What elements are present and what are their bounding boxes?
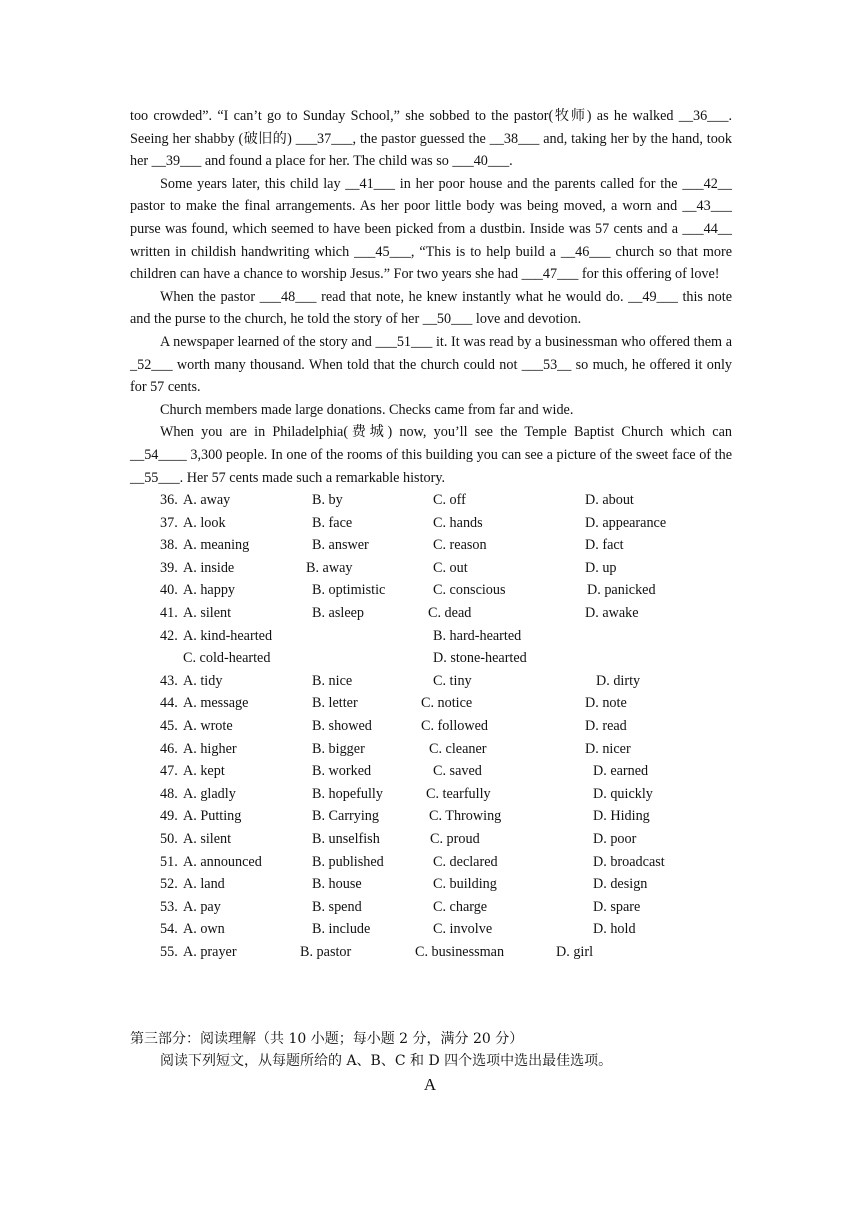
question-row bbox=[130, 738, 732, 761]
question-number: 45. bbox=[160, 718, 178, 735]
option-b: B. face bbox=[312, 514, 353, 531]
option-c: C. reason bbox=[433, 537, 487, 554]
option-a: A. silent bbox=[183, 831, 232, 847]
option-c: C. saved bbox=[433, 763, 482, 780]
option-c: C. conscious bbox=[433, 582, 506, 599]
question-row bbox=[130, 918, 732, 941]
option-b: B. hopefully bbox=[312, 785, 383, 802]
option-d: D. broadcast bbox=[593, 853, 665, 870]
option-c: C. involve bbox=[433, 921, 493, 938]
option-c: C. hands bbox=[433, 514, 483, 531]
option-a: A. kind-hearted bbox=[183, 627, 273, 644]
question-row bbox=[130, 896, 732, 919]
question-row bbox=[130, 783, 732, 806]
option-c: C. charge bbox=[433, 898, 488, 915]
option-b: B. by bbox=[312, 492, 343, 509]
option-c: C. dead bbox=[428, 605, 472, 622]
question-number: 44. bbox=[160, 695, 178, 712]
option-a: A. Putting bbox=[183, 808, 242, 825]
question-number: 41. bbox=[160, 605, 178, 622]
question-row bbox=[130, 715, 732, 738]
option-c: C. building bbox=[433, 876, 497, 893]
option-d: D. girl bbox=[556, 943, 594, 960]
question-number: 52. bbox=[160, 876, 178, 893]
option-a: A. silent bbox=[183, 605, 232, 622]
option-a: A. happy bbox=[183, 582, 236, 599]
question-number: 47. bbox=[160, 763, 178, 780]
question-row bbox=[130, 670, 732, 693]
option-a: A. tidy bbox=[183, 672, 223, 689]
question-row bbox=[130, 851, 732, 874]
question-row bbox=[130, 828, 732, 851]
option-c: C. tiny bbox=[433, 672, 472, 689]
option-a: A. land bbox=[183, 876, 225, 893]
option-c: C. businessman bbox=[415, 943, 505, 960]
option-c: C. declared bbox=[433, 853, 498, 870]
question-row bbox=[130, 692, 732, 715]
option-a: A. higher bbox=[183, 740, 237, 757]
question-row bbox=[130, 534, 732, 557]
question-row bbox=[130, 489, 732, 512]
option-b: B. letter bbox=[312, 695, 358, 712]
option-d: D. appearance bbox=[585, 514, 667, 531]
option-a: A. message bbox=[183, 695, 249, 712]
passage-paragraph-4: A newspaper learned of the story and ___51___ it. It was read by a businessman who offered them a _52___ worth many thousand. When told that the church could not ___53__ so much, he offered it only for 57 cents. bbox=[130, 333, 732, 396]
question-options-list bbox=[130, 489, 732, 963]
question-number: 36. bbox=[160, 492, 178, 509]
option-d: D. design bbox=[593, 876, 648, 893]
question-row bbox=[130, 512, 732, 535]
option-d: D. nicer bbox=[585, 740, 631, 757]
option-d: D. note bbox=[585, 695, 627, 712]
question-row bbox=[130, 579, 732, 602]
option-d: D. spare bbox=[593, 898, 641, 915]
passage-paragraph-1: too crowded”. “I can’t go to Sunday School,” she sobbed to the pastor(牧师) as he walked __36___. Seeing her shabby (破旧的) ___37___, the pastor guessed the __38___ and, taking her by the hand, took her __39___ and found a place for her. The child was so ___40___. bbox=[130, 108, 732, 170]
question-number: 48. bbox=[160, 785, 178, 802]
question-row bbox=[130, 805, 732, 828]
option-d: D. about bbox=[585, 492, 634, 509]
option-c: C. cold-hearted bbox=[183, 650, 271, 667]
question-number: 43. bbox=[160, 672, 178, 689]
option-b: B. Carrying bbox=[312, 808, 379, 825]
option-d: D. fact bbox=[585, 537, 624, 554]
question-row-continued bbox=[130, 647, 732, 670]
option-c: C. out bbox=[433, 559, 468, 576]
section-heading: 第三部分：阅读理解（共 10 小题；每小题 2 分，满分 20 分） bbox=[130, 1031, 524, 1047]
option-b: B. hard-hearted bbox=[433, 627, 522, 644]
option-b: B. asleep bbox=[312, 605, 365, 622]
option-d: D. Hiding bbox=[593, 808, 650, 825]
question-row bbox=[130, 625, 732, 648]
option-b: B. optimistic bbox=[312, 582, 386, 599]
question-row bbox=[130, 873, 732, 896]
option-a: A. pay bbox=[183, 898, 221, 915]
section-instruction: 阅读下列短文，从每题所给的 A、B、C 和 D 四个选项中选出最佳选项。 bbox=[160, 1053, 613, 1069]
option-b: B. answer bbox=[312, 537, 369, 554]
option-b: B. nice bbox=[312, 672, 353, 689]
question-number: 38. bbox=[160, 537, 178, 554]
question-row bbox=[130, 557, 732, 580]
option-b: B. away bbox=[306, 559, 353, 576]
question-row bbox=[130, 760, 732, 783]
question-number: 40. bbox=[160, 582, 178, 599]
option-b: B. house bbox=[312, 876, 362, 893]
option-a: A. kept bbox=[183, 763, 225, 780]
question-number: 46. bbox=[160, 740, 178, 757]
question-row bbox=[130, 602, 732, 625]
passage-paragraph-3: When the pastor ___48___ read that note, he knew instantly what he would do. __49___ this note and the purse to the church, he told the story of her __50___ love and devotion. bbox=[130, 288, 732, 328]
option-a: A. look bbox=[183, 514, 226, 531]
passage-paragraph-5: Church members made large donations. Checks came from far and wide. bbox=[160, 401, 574, 418]
question-number: 50. bbox=[160, 831, 178, 847]
question-number: 53. bbox=[160, 898, 178, 915]
option-c: C. proud bbox=[430, 831, 480, 847]
option-b: B. showed bbox=[312, 718, 372, 735]
option-a: A. meaning bbox=[183, 537, 250, 554]
option-b: B. spend bbox=[312, 898, 362, 915]
question-number: 49. bbox=[160, 808, 178, 825]
option-d: D. read bbox=[585, 718, 627, 735]
question-number: 42. bbox=[160, 627, 178, 644]
option-c: C. tearfully bbox=[426, 785, 491, 802]
option-a: A. gladly bbox=[183, 785, 236, 802]
option-d: D. quickly bbox=[593, 785, 653, 802]
option-a: A. wrote bbox=[183, 718, 233, 735]
passage-letter: A bbox=[423, 1075, 437, 1094]
option-a: A. prayer bbox=[183, 943, 237, 960]
option-b: B. bigger bbox=[312, 740, 365, 757]
option-c: C. off bbox=[433, 492, 466, 509]
option-d: D. up bbox=[585, 559, 617, 576]
option-b: B. pastor bbox=[300, 943, 352, 960]
option-a: A. own bbox=[183, 921, 225, 938]
option-d: D. stone-hearted bbox=[433, 650, 527, 667]
option-a: A. announced bbox=[183, 853, 262, 870]
passage-paragraph-2: Some years later, this child lay __41___ in her poor house and the parents called for the ___42__ pastor to make the final arrangements. As her poor little body was being moved, a worn and __43___ purse was found, which seemed to have been picked from a dustbin. Inside was 57 cents and a ___44__ written in childish handwriting which ___45___, “This is to help build a __46___ church so that more children can have a chance to worship Jesus.” For two years she had ___47___ for this offering of love! bbox=[130, 175, 732, 283]
option-d: D. hold bbox=[593, 921, 636, 938]
question-number: 39. bbox=[160, 559, 178, 576]
cloze-passage bbox=[130, 105, 732, 964]
question-row bbox=[130, 941, 732, 964]
option-d: D. dirty bbox=[596, 672, 641, 689]
option-b: B. include bbox=[312, 921, 371, 938]
option-c: C. cleaner bbox=[429, 740, 487, 757]
option-c: C. notice bbox=[421, 695, 473, 712]
passage-paragraph-6: When you are in Philadelphia(费城) now, you’ll see the Temple Baptist Church which can __54____ 3,300 people. In one of the rooms of this building you can see a picture of the sweet face of the __55___. Her 57 cents made such a remarkable history. bbox=[130, 424, 732, 486]
option-a: A. away bbox=[183, 492, 231, 509]
option-b: B. unselfish bbox=[312, 831, 380, 847]
question-number: 51. bbox=[160, 853, 178, 870]
option-c: C. Throwing bbox=[429, 808, 502, 825]
option-d: D. panicked bbox=[587, 582, 656, 599]
question-number: 37. bbox=[160, 514, 178, 531]
option-b: B. published bbox=[312, 853, 384, 870]
question-number: 54. bbox=[160, 921, 178, 938]
option-d: D. poor bbox=[593, 831, 637, 847]
option-a: A. inside bbox=[183, 559, 235, 576]
option-d: D. awake bbox=[585, 605, 639, 622]
option-b: B. worked bbox=[312, 763, 372, 780]
question-number: 55. bbox=[160, 943, 178, 960]
option-d: D. earned bbox=[593, 763, 649, 780]
option-c: C. followed bbox=[421, 718, 488, 735]
